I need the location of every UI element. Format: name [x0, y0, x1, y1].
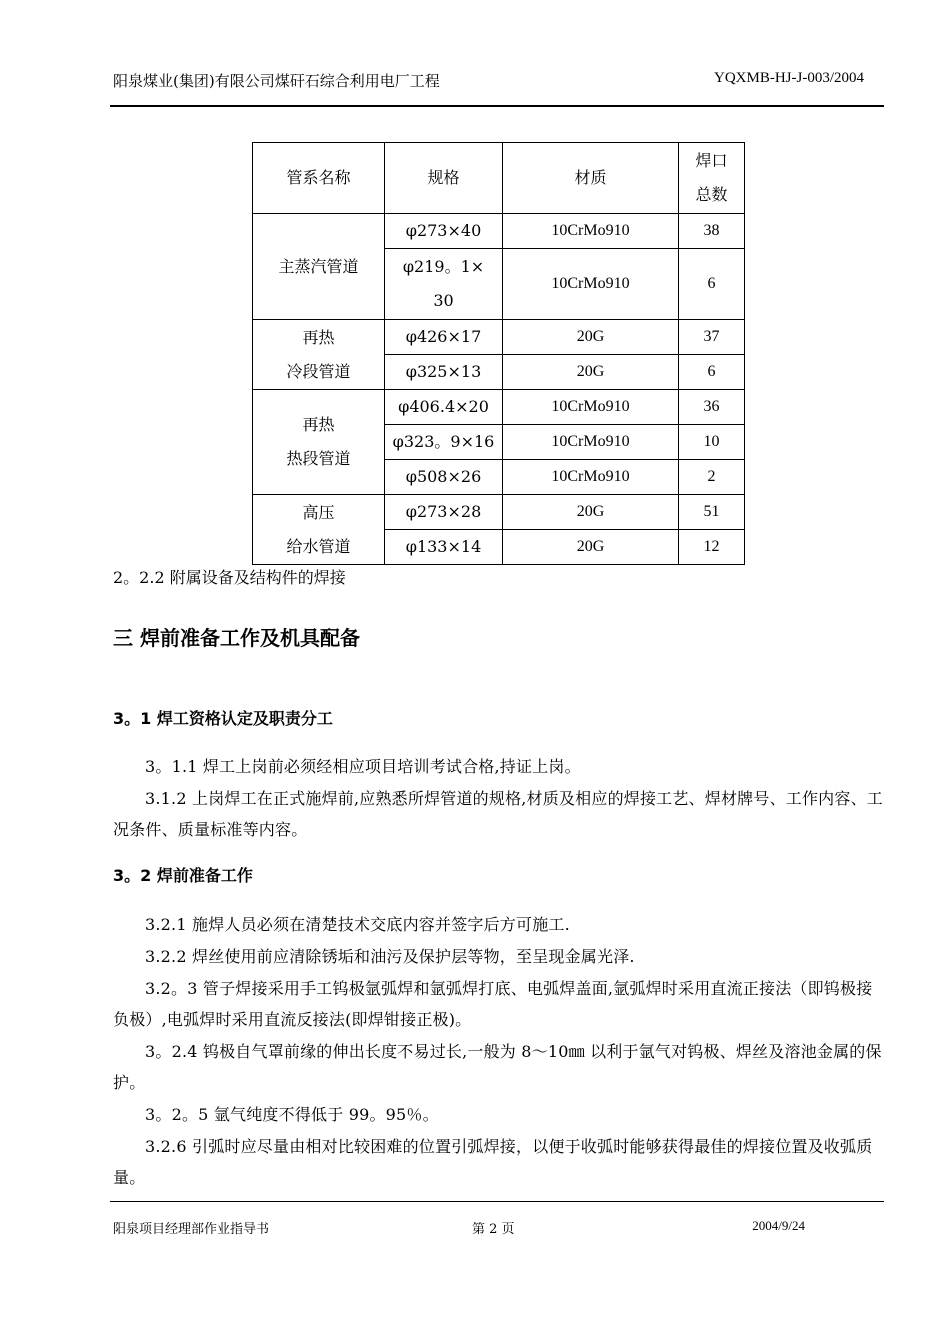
spec-cell: φ426×17: [385, 320, 503, 355]
material-cell: 20G: [503, 530, 679, 565]
header-spec: 规格: [385, 143, 503, 214]
count-cell: 12: [679, 530, 745, 565]
count-cell: 2: [679, 460, 745, 495]
page-number: 第 2 页: [472, 1222, 515, 1237]
paragraph: 3.2.6 引弧时应尽量由相对比较困难的位置引弧焊接，以便于收弧时能够获得最佳的焊接位置及收弧质量。: [113, 1137, 873, 1187]
table-header-row: [253, 143, 745, 214]
paragraph: 3.2.2 焊丝使用前应清除锈垢和油污及保护层等物，至呈现金属光泽.: [145, 947, 635, 966]
subsection-caption: 2。2.2 附属设备及结构件的焊接: [113, 568, 346, 587]
material-cell: 20G: [503, 320, 679, 355]
document-code: YQXMB-HJ-J-003/2004: [714, 70, 864, 86]
paragraph: 3。2.4 钨极自气罩前缘的伸出长度不易过长,一般为 8～10㎜ 以利于氩气对钨极、焊丝及溶池金属的保护。: [113, 1042, 882, 1092]
header-material: 材质: [503, 143, 679, 214]
table-row: [253, 495, 745, 530]
count-cell: 37: [679, 320, 745, 355]
paragraph: 3.1.2 上岗焊工在正式施焊前,应熟悉所焊管道的规格,材质及相应的焊接工艺、焊材牌号、工作内容、工况条件、质量标准等内容。: [113, 789, 883, 839]
header-title: 阳泉煤业(集团)有限公司煤矸石综合利用电厂工程: [113, 72, 440, 90]
paragraph: 3。1.1 焊工上岗前必须经相应项目培训考试合格,持证上岗。: [145, 757, 581, 776]
section-heading: 三 焊前准备工作及机具配备: [113, 626, 360, 650]
spec-cell: φ219。1× 30: [385, 249, 503, 320]
pipe-name-cell: 主蒸汽管道: [253, 214, 385, 320]
count-cell: 36: [679, 390, 745, 425]
material-cell: 10CrMo910: [503, 460, 679, 495]
material-cell: 10CrMo910: [503, 214, 679, 249]
spec-cell: φ273×40: [385, 214, 503, 249]
count-cell: 51: [679, 495, 745, 530]
spec-cell: φ325×13: [385, 355, 503, 390]
material-cell: 10CrMo910: [503, 425, 679, 460]
count-cell: 6: [679, 355, 745, 390]
pipe-weld-table: [252, 142, 745, 565]
subsection-heading: 3。2 焊前准备工作: [113, 866, 253, 885]
table-row: [253, 390, 745, 425]
count-cell: 6: [679, 249, 745, 320]
paragraph: 3.2.1 施焊人员必须在清楚技术交底内容并签字后方可施工.: [145, 915, 570, 934]
paragraph: 3.2。3 管子焊接采用手工钨极氩弧焊和氩弧焊打底、电弧焊盖面,氩弧焊时采用直流正接法（即钨极接负极）,电弧焊时采用直流反接法(即焊钳接正极)。: [113, 979, 873, 1029]
count-cell: 10: [679, 425, 745, 460]
pipe-name-cell: 再热 热段管道: [253, 390, 385, 495]
material-cell: 20G: [503, 355, 679, 390]
footer-doc-name: 阳泉项目经理部作业指导书: [113, 1222, 270, 1237]
header-pipe-name: 管系名称: [253, 143, 385, 214]
pipe-name-cell: 再热 冷段管道: [253, 320, 385, 390]
subsection-heading: 3。1 焊工资格认定及职责分工: [113, 709, 333, 728]
spec-cell: φ323。9×16: [385, 425, 503, 460]
material-cell: 10CrMo910: [503, 249, 679, 320]
material-cell: 20G: [503, 495, 679, 530]
count-cell: 38: [679, 214, 745, 249]
footer-date: 2004/9/24: [752, 1218, 805, 1233]
spec-cell: φ133×14: [385, 530, 503, 565]
header-divider: [110, 105, 884, 107]
header-weld-count: 焊口 总数: [679, 143, 745, 214]
paragraph: 3。2。5 氩气纯度不得低于 99。95％。: [145, 1105, 439, 1124]
spec-cell: φ406.4×20: [385, 390, 503, 425]
pipe-name-cell: 高压 给水管道: [253, 495, 385, 565]
spec-cell: φ273×28: [385, 495, 503, 530]
footer-divider: [110, 1201, 884, 1202]
material-cell: 10CrMo910: [503, 390, 679, 425]
table-row: [253, 320, 745, 355]
spec-cell: φ508×26: [385, 460, 503, 495]
table-row: [253, 214, 745, 249]
